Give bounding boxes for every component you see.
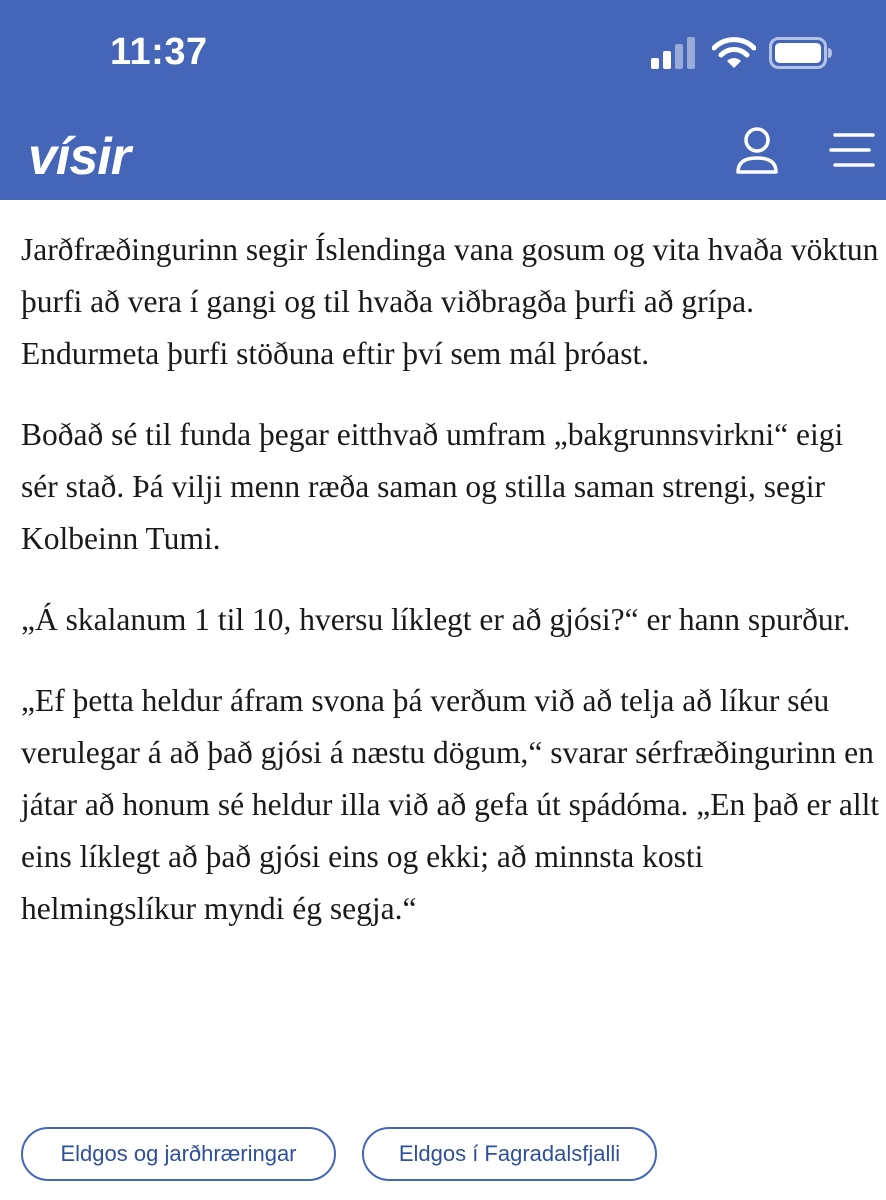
site-header (0, 0, 886, 200)
cellular-signal-icon (651, 37, 697, 69)
article-paragraph: Jarðfræðingurinn segir Íslendinga vana gosum og vita hvaða vöktun þurfi að vera í gangi og til hvaða viðbragða þurfi að grípa. Endurmeta þurfi stöðuna eftir því sem mál þróast. (21, 232, 879, 371)
article-paragraph: „Á skalanum 1 til 10, hversu líklegt er að gjósi?“ er hann spurður. (21, 602, 851, 637)
hamburger-menu-icon[interactable] (829, 130, 875, 170)
battery-icon (769, 37, 833, 69)
visir-logo[interactable] (28, 118, 152, 180)
svg-text:vísir: vísir (28, 128, 130, 180)
tag-eldgos-i-fagradalsfjalli[interactable]: Eldgos í Fagradalsfjalli (362, 1127, 657, 1181)
status-time: 11:37 (110, 31, 208, 73)
article-paragraph: „Ef þetta heldur áfram svona þá verðum við að telja að líkur séu verulegar á að það gjósi á næstu dögum,“ svarar sérfræðingurinn en játar að honum sé heldur illa við að gefa út spádóma. „En það er allt eins líklegt að það gjósi eins og ekki; að minnsta kosti helmingslíkur myndi ég segja.“ (21, 683, 880, 926)
tag-eldgos-og-jardhraeringar[interactable]: Eldgos og jarðhræringar (21, 1127, 336, 1181)
wifi-icon (712, 37, 756, 69)
user-icon[interactable] (734, 126, 780, 176)
article-paragraph: Boðað sé til funda þegar eitthvað umfram „bakgrunnsvirkni“ eigi sér stað. Þá vilji menn ræða saman og stilla saman strengi, segir Kolbeinn Tumi. (21, 417, 844, 556)
article-body (21, 224, 883, 935)
